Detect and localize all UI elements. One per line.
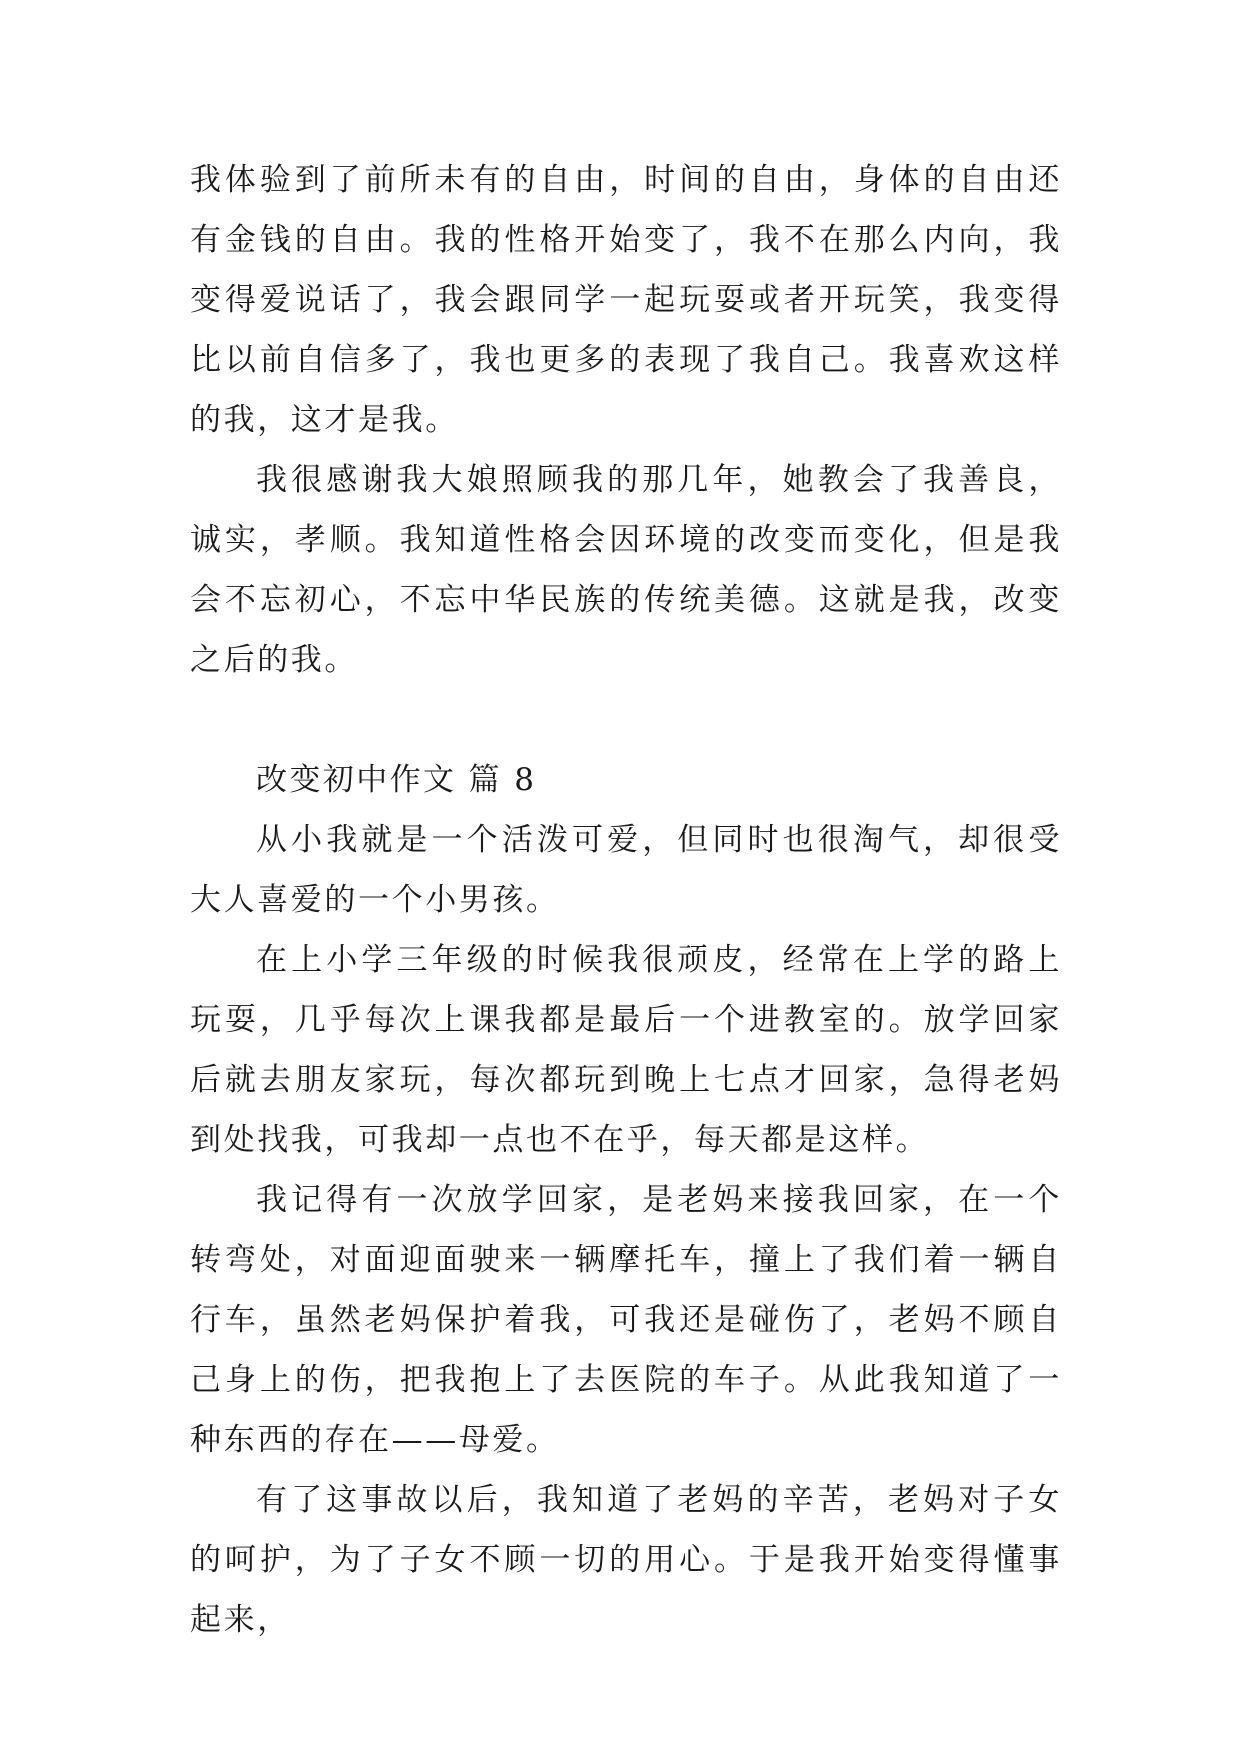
paragraph: 有了这事故以后，我知道了老妈的辛苦，老妈对子女的呵护，为了子女不顾一切的用心。于是我开始变得懂事起来， xyxy=(190,1482,1062,1638)
section-heading: 改变初中作文 篇 8 xyxy=(256,762,537,798)
paragraph: 在上小学三年级的时候我很顽皮，经常在上学的路上玩耍，几乎每次上课我都是最后一个进教室的。放学回家后就去朋友家玩，每次都玩到晚上七点才回家，急得老妈到处找我，可我却一点也不在乎，每天都是这样。 xyxy=(190,942,1062,1158)
document-page xyxy=(190,150,1062,1650)
paragraph: 我记得有一次放学回家，是老妈来接我回家，在一个转弯处，对面迎面驶来一辆摩托车，撞上了我们着一辆自行车，虽然老妈保护着我，可我还是碰伤了，老妈不顾自己身上的伤，把我抱上了去医院的车子。从此我知道了一种东西的存在——母爱。 xyxy=(190,1182,1062,1458)
paragraph: 从小我就是一个活泼可爱，但同时也很淘气，却很受大人喜爱的一个小男孩。 xyxy=(190,822,1062,918)
paragraph-continued: 我体验到了前所未有的自由，时间的自由，身体的自由还有金钱的自由。我的性格开始变了，我不在那么内向，我变得爱说话了，我会跟同学一起玩耍或者开玩笑，我变得比以前自信多了，我也更多的表现了我自己。我喜欢这样的我，这才是我。 xyxy=(190,162,1062,438)
paragraph: 我很感谢我大娘照顾我的那几年，她教会了我善良，诚实，孝顺。我知道性格会因环境的改变而变化，但是我会不忘初心，不忘中华民族的传统美德。这就是我，改变之后的我。 xyxy=(190,462,1062,678)
